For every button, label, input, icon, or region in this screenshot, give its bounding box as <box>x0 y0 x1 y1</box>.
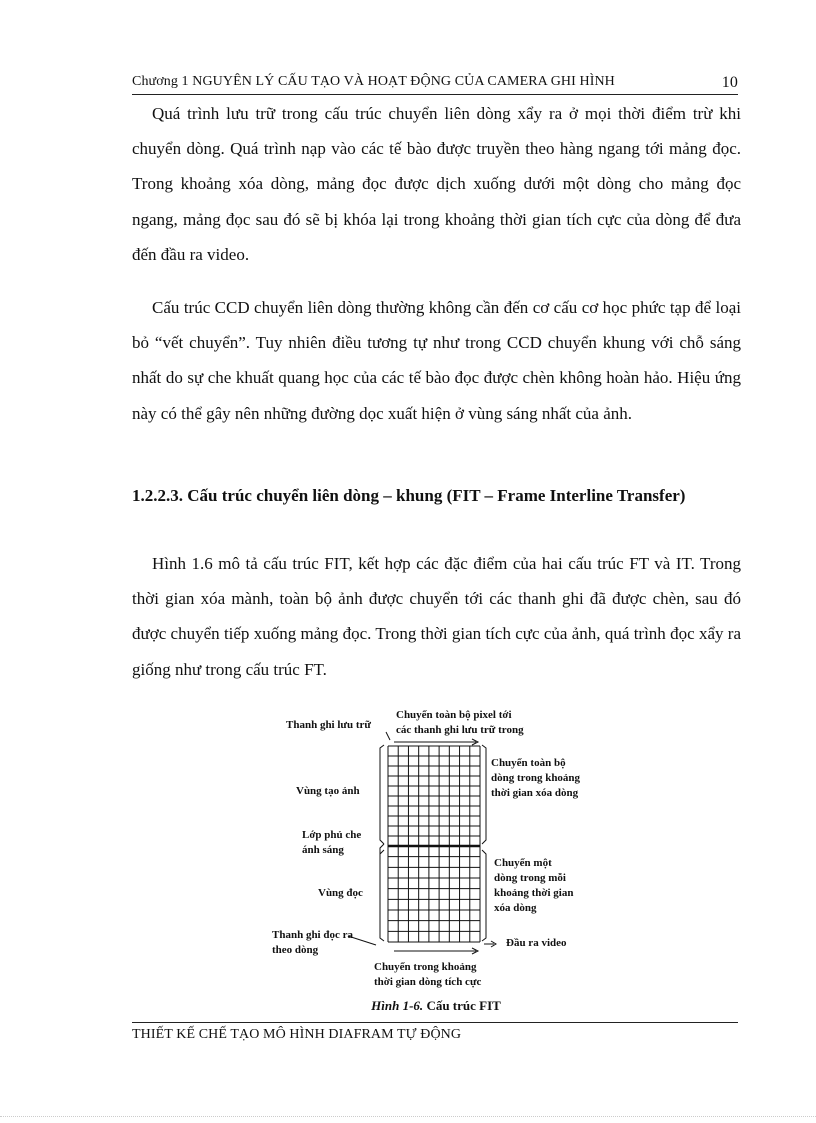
label-imaging-area: Vùng tạo ảnh <box>296 785 360 797</box>
paragraph-interline-ccd: Cấu trúc CCD chuyển liên dòng thường không cần đến cơ cấu cơ học phức tạp để loại bỏ “vết chuyển”. Tuy nhiên điều tương tự như trong CCD chuyển khung với chỗ sáng nhất do sự che khuất quang học của các tế bào đọc được chèn không hoàn hảo. Hiệu ứng này có thể gây nên những đường dọc xuất hiện ở vùng sáng nhất của ảnh. <box>132 298 741 423</box>
section-heading-fit: 1.2.2.3. Cấu trúc chuyển liên dòng – khung (FIT – Frame Interline Transfer) <box>132 486 686 505</box>
label-light-shield: Lớp phủ che ánh sáng <box>302 829 362 856</box>
footer-divider <box>132 1022 738 1023</box>
storage-register-pointer <box>386 732 390 740</box>
label-line-readout-register: Thanh ghi đọc ra theo dòng <box>272 929 353 956</box>
transfer-all-lines-bracket <box>482 745 486 844</box>
label-transfer-all-pixels: Chuyển toàn bộ pixel tới các thanh ghi lưu trữ trong <box>396 709 524 736</box>
paragraph-interline-storage: Quá trình lưu trữ trong cấu trúc chuyển liên dòng xẩy ra ở mọi thời điểm trừ khi chuyển dòng. Quá trình nạp vào các tế bào được truyền theo hàng ngang tới mảng đọc. Trong khoảng xóa dòng, mảng đọc được dịch xuống dưới một dòng cho mảng đọc ngang, mảng đọc sau đó sẽ bị khóa lại trong khoảng thời gian tích cực của dòng để đưa đến đầu ra video. <box>132 104 741 264</box>
transfer-one-line-bracket <box>482 850 486 941</box>
page-number: 10 <box>721 74 738 91</box>
page-footer: THIẾT KẾ CHẾ TẠO MÔ HÌNH DIAFRAM TỰ ĐỘNG <box>132 1027 462 1042</box>
page-bottom-edge <box>0 1116 816 1117</box>
label-transfer-all-lines: Chuyển toàn bộ dòng trong khoảng thời gian xóa dòng <box>491 757 581 799</box>
caption-text: Cấu trúc FIT <box>426 998 501 1013</box>
fit-structure-figure <box>266 700 606 1018</box>
label-video-output: Đầu ra video <box>506 937 567 949</box>
chapter-title: Chương 1 NGUYÊN LÝ CẤU TẠO VÀ HOẠT ĐỘNG CỦA CAMERA GHI HÌNH <box>132 74 615 89</box>
label-storage-register: Thanh ghi lưu trữ <box>286 719 372 731</box>
imaging-area-bracket <box>380 745 384 844</box>
read-area-bracket <box>380 850 384 941</box>
paragraph-fit-description: Hình 1.6 mô tả cấu trúc FIT, kết hợp các đặc điểm của hai cấu trúc FT và IT. Trong thời gian xóa mành, toàn bộ ảnh được chuyển tới các thanh ghi đã được chèn, sau đó được chuyển tiếp xuống mảng đọc. Trong thời gian tích cực của ảnh, quá trình đọc xẩy ra giống như trong cấu trúc FT. <box>132 554 741 679</box>
label-transfer-one-line: Chuyển một dòng trong mỗi khoảng thời gian xóa dòng <box>494 857 574 914</box>
page-header <box>132 72 738 95</box>
pixel-grid <box>388 746 480 942</box>
caption-prefix: Hình 1-6. <box>371 998 424 1013</box>
figure-caption <box>266 998 606 1014</box>
label-active-line-transfer: Chuyển trong khoảng thời gian dòng tích cực <box>374 961 482 988</box>
label-read-area: Vùng đọc <box>318 887 363 899</box>
